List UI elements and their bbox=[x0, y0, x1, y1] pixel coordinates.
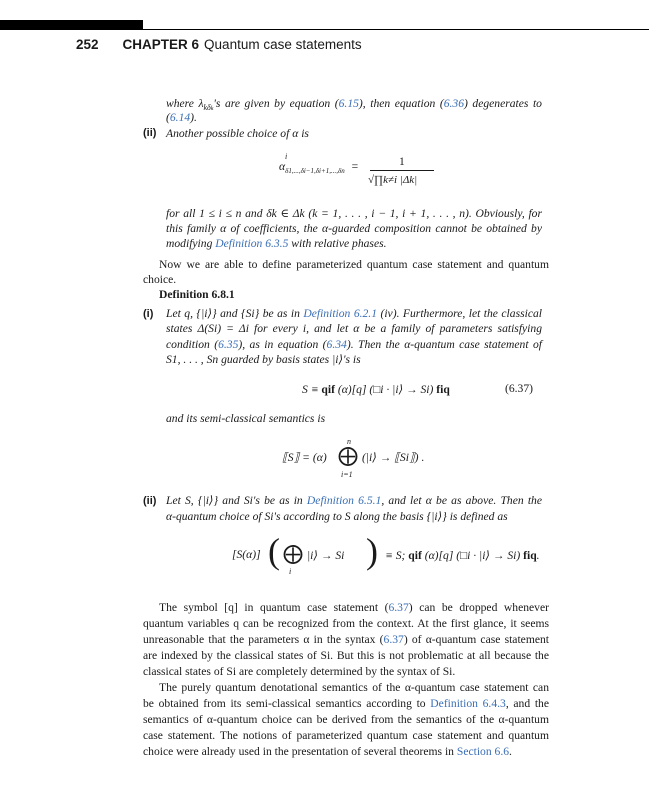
alpha-equation: $\alpha_{\delta 1,...,\delta i-1,\delta i+1,...,\delta n}$ = bbox=[279, 160, 359, 175]
purely-line-1: The purely quantum denotational semantics of the α-quantum case statement can bbox=[159, 681, 549, 694]
top-line-2: (6.14). bbox=[166, 111, 197, 124]
purely-line-4: case statement. The notions of parameterized quantum case statement and quantum bbox=[143, 729, 549, 742]
item-label: (ii) bbox=[143, 127, 157, 139]
ref-link[interactable]: 6.37 bbox=[388, 601, 409, 614]
ref-link[interactable]: 6.34 bbox=[326, 338, 347, 351]
purely-line-3: semantics of α-quantum choice can be derived from the semantics of the α-quantum bbox=[143, 713, 549, 726]
ref-link[interactable]: 6.15 bbox=[338, 97, 359, 110]
equation-6-37: S ≡ qif (α)[q] (□i · |i⟩ → Si) fiq bbox=[302, 383, 450, 396]
right-paren: ) bbox=[366, 531, 378, 571]
ref-link[interactable]: Definition 6.5.1 bbox=[306, 494, 382, 507]
ref-link[interactable]: Definition 6.3.5 bbox=[215, 237, 289, 250]
choice-equation: [S(α)] bbox=[232, 548, 261, 561]
purely-line-2: be obtained from its semi-classical semantics according to Definition 6.4.3, and the bbox=[143, 697, 549, 710]
ref-link[interactable]: Section 6.6 bbox=[456, 745, 510, 758]
definition-title: Definition 6.8.1 bbox=[159, 288, 235, 301]
running-header bbox=[76, 37, 362, 52]
ref-link[interactable]: Definition 6.2.1 bbox=[303, 307, 378, 320]
item-text: Another possible choice of α is bbox=[166, 127, 309, 140]
def-i-line-1: Let q, {|i⟩} and {Si} be as in Definition 6.2.1 (iv). Furthermore, let the classical bbox=[166, 307, 542, 320]
sem-top: n bbox=[347, 437, 351, 446]
def-i-line-4: S1, . . . , Sn guarded by basis states |i⟩'s is bbox=[166, 353, 361, 366]
symbol-line-1: The symbol [q] in quantum case statement (6.37) can be dropped whenever bbox=[159, 601, 549, 614]
def-item-ii-label: (ii) bbox=[143, 495, 157, 507]
sem-bottom: i=1 bbox=[341, 470, 353, 479]
ref-link[interactable]: Definition 6.4.3 bbox=[430, 697, 506, 710]
chapter-label: CHAPTER 6 bbox=[122, 37, 200, 52]
choice-inner: |i⟩ → Si bbox=[307, 549, 345, 562]
choice-rhs: ≡ S; qif (α)[q] (□i · |i⟩ → Si) fiq. bbox=[385, 549, 540, 562]
now-line-2: choice. bbox=[143, 273, 177, 286]
fraction-numerator: 1 bbox=[399, 155, 405, 168]
chapter-title: Quantum case statements bbox=[204, 37, 362, 52]
left-paren: ( bbox=[268, 531, 280, 571]
def-i-line-2: states Δ(Si) = Δi for every i, and let α be a family of parameters satisfying bbox=[166, 322, 542, 335]
sem-rhs: (|i⟩ → ⟦Si⟧) . bbox=[362, 451, 425, 464]
symbol-line-5: classical states of Si are completely determined by the syntax of Si. bbox=[143, 665, 456, 678]
choice-bottom: i bbox=[289, 567, 292, 576]
fraction-denominator: √∏k≠i |Δk| bbox=[368, 174, 418, 186]
forall-line-1: for all 1 ≤ i ≤ n and δk ∈ Δk (k = 1, . . . , i − 1, i + 1, . . . , n). Obviously, for bbox=[166, 207, 542, 220]
symbol-line-4: are indexed by the classical states of Si. But this is not problematic at all because the bbox=[143, 649, 549, 662]
choice-oplus-symbol: ⨁ bbox=[283, 543, 303, 565]
forall-line-2: this family α of coefficients, the α-guarded composition cannot be obtained by bbox=[166, 222, 542, 235]
ref-link[interactable]: 6.14 bbox=[169, 111, 191, 124]
semantics-text: and its semi-classical semantics is bbox=[166, 412, 326, 425]
ref-link[interactable]: 6.36 bbox=[443, 97, 464, 110]
def-ii-line-1: Let S, {|i⟩} and Si's be as in Definition 6.5.1, and let α be as above. Then the bbox=[166, 494, 543, 507]
symbol-line-2: quantum variables q can be recognized from the context. At the first glance, it seems bbox=[143, 617, 549, 630]
symbol-line-3: unreasonable that the parameters α in the syntax (6.37) of α-quantum case statement bbox=[143, 633, 549, 646]
fraction-bar bbox=[370, 170, 434, 171]
def-i-line-3: condition (6.35), as in equation (6.34). Then the α-quantum case statement of bbox=[166, 338, 542, 351]
forall-line-3: modifying Definition 6.3.5 with relative phases. bbox=[166, 237, 387, 250]
def-item-i-label: (i) bbox=[143, 308, 154, 320]
oplus-symbol: ⨁ bbox=[338, 445, 358, 467]
purely-line-5: choice were already used in the presentation of several theorems in Section 6.6. bbox=[143, 745, 512, 758]
top-line-1: where $\lambda_{k\delta k}'s$ are given by equation (6.15), then equation (6.36) degenerates to bbox=[166, 97, 542, 112]
ref-link[interactable]: 6.37 bbox=[383, 633, 404, 646]
header-bar bbox=[0, 20, 143, 30]
alpha-sup: i bbox=[285, 152, 288, 161]
def-ii-line-2: α-quantum choice of Si's according to S along the basis {|i⟩} is defined as bbox=[166, 510, 508, 523]
semantics-equation: ⟦S⟧ = (α) bbox=[282, 451, 327, 464]
now-line-1: Now we are able to define parameterized quantum case statement and quantum bbox=[159, 258, 549, 271]
equation-number: (6.37) bbox=[505, 382, 534, 395]
header-rule bbox=[143, 29, 649, 30]
page-number: 252 bbox=[76, 37, 99, 52]
ref-link[interactable]: 6.35 bbox=[218, 338, 239, 351]
